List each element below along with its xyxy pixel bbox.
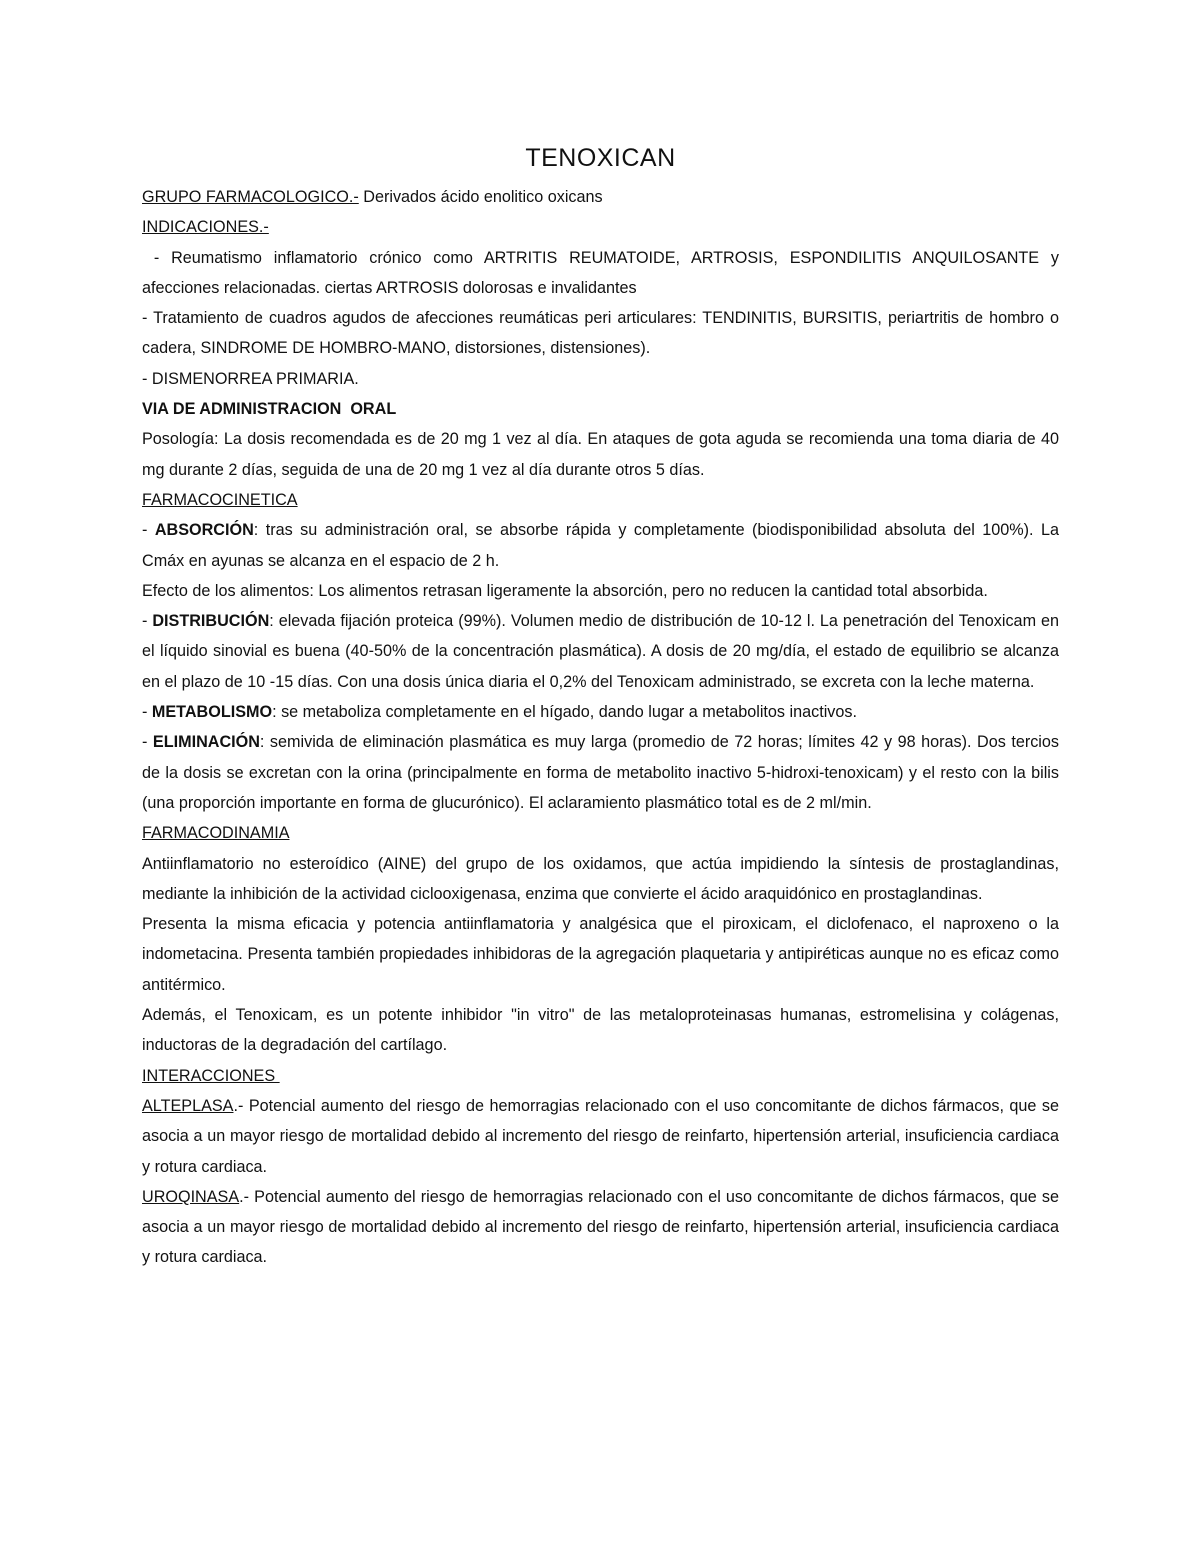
- metabolismo-text: : se metaboliza completamente en el hígado, dando lugar a metabolitos inactivos.: [272, 703, 857, 722]
- uroquinasa-paragraph: [142, 1182, 1059, 1273]
- grupo-label: GRUPO FARMACOLOGICO.-: [142, 188, 359, 206]
- farmacocinetica-heading: [142, 485, 1059, 515]
- distribucion-label: DISTRIBUCIÓN: [152, 612, 270, 631]
- eliminacion-text: : semivida de eliminación plasmática es muy larga (promedio de 72 horas; límites 42 y 98 horas). Dos tercios de la dosis se excretan con la orina (principalmente en forma de metabolito inactivo 5-hidroxi-tenoxicam) y el resto con la bilis (una proporción importante en forma de glucurónico). El aclaramiento plasmático total es de 2 ml/min.: [142, 733, 1059, 812]
- uroquinasa-label: UROQINASA: [142, 1187, 240, 1206]
- distribucion-paragraph: [142, 606, 1059, 697]
- eliminacion-label: ELIMINACIÓN: [152, 733, 260, 752]
- document-body: [142, 140, 1064, 1273]
- absorcion-prefix: -: [142, 521, 155, 540]
- indicaciones-heading: [142, 212, 1059, 242]
- document-title: TENOXICAN: [525, 144, 676, 172]
- alteplasa-label: ALTEPLASA: [142, 1096, 234, 1115]
- alimentos-paragraph: Efecto de los alimentos: Los alimentos retrasan ligeramente la absorción, pero no reducen la cantidad total absorbida.: [142, 581, 988, 600]
- via-heading: [142, 394, 1059, 424]
- absorcion-text: : tras su administración oral, se absorbe rápida y completamente (biodisponibilidad absoluta del 100%). La Cmáx en ayunas se alcanza en el espacio de 2 h.: [142, 521, 1059, 570]
- indicacion-item: - DISMENORREA PRIMARIA.: [142, 369, 359, 388]
- farmacodinamia-label: FARMACODINAMIA: [142, 824, 290, 843]
- metabolismo-prefix: -: [142, 703, 152, 722]
- via-label: VIA DE ADMINISTRACION ORAL: [142, 400, 397, 419]
- indicacion-item: - Tratamiento de cuadros agudos de afecciones reumáticas peri articulares: TENDINITIS, BURSITIS, periartritis de hombro o cadera, SINDROME DE HOMBRO-MANO, distorsiones, distensiones).: [142, 309, 1059, 358]
- absorcion-paragraph: [142, 515, 1059, 576]
- farmacocinetica-label: FARMACOCINETICA: [142, 490, 298, 509]
- farmacodinamia-paragraph: Presenta la misma eficacia y potencia antiinflamatoria y analgésica que el piroxicam, el diclofenaco, el naproxeno o la indometacina. Presenta también propiedades inhibidoras de la agregación plaquetaria y antipiréticas aunque no es eficaz como antitérmico.: [142, 915, 1059, 994]
- interacciones-label: INTERACCIONES: [142, 1066, 280, 1085]
- alteplasa-paragraph: [142, 1091, 1059, 1182]
- eliminacion-prefix: -: [142, 733, 153, 752]
- interacciones-heading: [142, 1061, 1059, 1091]
- distribucion-prefix: -: [142, 612, 153, 631]
- farmacodinamia-paragraph: Además, el Tenoxicam, es un potente inhibidor "in vitro" de las metaloproteinasas humanas, estromelisina y colágenas, inductoras de la degradación del cartílago.: [142, 1006, 1059, 1055]
- uroquinasa-text: .- Potencial aumento del riesgo de hemorragias relacionado con el uso concomitante de dichos fármacos, que se asocia a un mayor riesgo de mortalidad debido al incremento del riesgo de reinfarto, hipertensión arterial, insuficiencia cardiaca y rotura cardiaca.: [142, 1187, 1059, 1267]
- grupo-farmacologico: [142, 182, 1059, 212]
- metabolismo-paragraph: [142, 697, 1059, 727]
- indicaciones-label: INDICACIONES.-: [142, 218, 269, 237]
- grupo-text: Derivados ácido enolitico oxicans: [358, 188, 603, 206]
- distribucion-text: : elevada fijación proteica (99%). Volumen medio de distribución de 10-12 l. La penetración del Tenoxicam en el líquido sinovial es buena (40-50% de la concentración plasmática). A dosis de 20 mg/día, el estado de equilibrio se alcanza en el plazo de 10 -15 días. Con una dosis única diaria el 0,2% del Tenoxicam administrado, se excreta con la leche materna.: [142, 612, 1059, 691]
- absorcion-label: ABSORCIÓN: [154, 521, 254, 540]
- metabolismo-label: METABOLISMO: [151, 703, 273, 722]
- farmacodinamia-paragraph: Antiinflamatorio no esteroídico (AINE) del grupo de los oxidamos, que actúa impidiendo la síntesis de prostaglandinas, mediante la inhibición de la actividad ciclooxigenasa, enzima que convierte el ácido araquidónico en prostaglandinas.: [142, 854, 1059, 903]
- posologia-paragraph: Posología: La dosis recomendada es de 20 mg 1 vez al día. En ataques de gota aguda se recomienda una toma diaria de 40 mg durante 2 días, seguida de una de 20 mg 1 vez al día durante otros 5 días.: [142, 430, 1059, 479]
- eliminacion-paragraph: [142, 727, 1059, 818]
- indicacion-item: - Reumatismo inflamatorio crónico como ARTRITIS REUMATOIDE, ARTROSIS, ESPONDILITIS ANQUILOSANTE y afecciones relacionadas. ciertas ARTROSIS dolorosas e invalidantes: [142, 248, 1064, 297]
- alteplasa-text: .- Potencial aumento del riesgo de hemorragias relacionado con el uso concomitante de dichos fármacos, que se asocia a un mayor riesgo de mortalidad debido al incremento del riesgo de reinfarto, hipertensión arterial, insuficiencia cardiaca y rotura cardiaca.: [142, 1096, 1059, 1176]
- farmacodinamia-heading: [142, 818, 1059, 848]
